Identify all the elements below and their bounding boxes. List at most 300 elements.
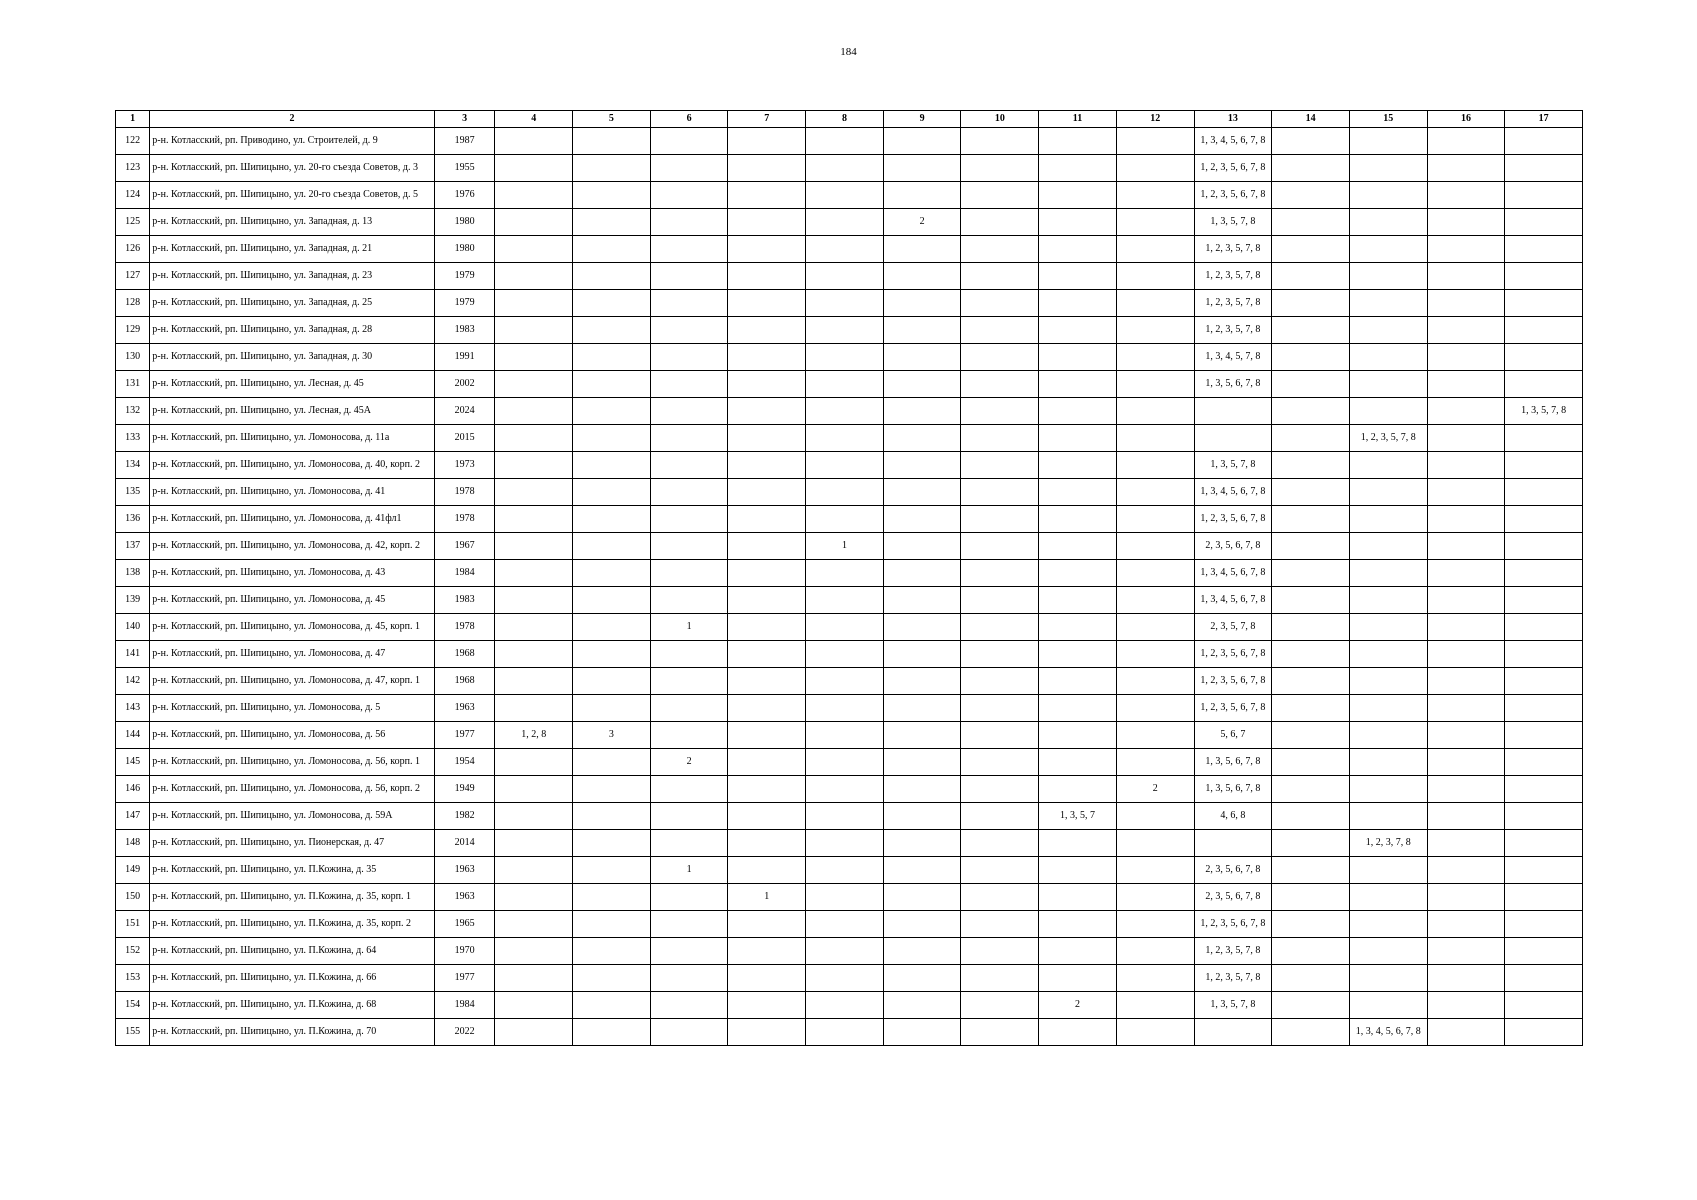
- table-cell: [1349, 911, 1427, 938]
- table-cell: [1505, 236, 1583, 263]
- year-cell: 1978: [434, 614, 495, 641]
- table-cell: 1, 2, 3, 7, 8: [1349, 830, 1427, 857]
- table-cell: [1272, 128, 1350, 155]
- table-cell: [1349, 587, 1427, 614]
- table-cell: [1272, 371, 1350, 398]
- table-cell: [650, 506, 728, 533]
- table-cell: [806, 803, 884, 830]
- table-row: [116, 857, 1583, 884]
- column-header: 8: [806, 111, 884, 128]
- table-cell: [650, 263, 728, 290]
- table-cell: [650, 290, 728, 317]
- table-cell: [961, 560, 1039, 587]
- table-cell: [1272, 992, 1350, 1019]
- table-cell: [573, 776, 651, 803]
- table-cell: [728, 911, 806, 938]
- table-cell: [883, 857, 961, 884]
- table-cell: [1505, 344, 1583, 371]
- table-row: [116, 884, 1583, 911]
- table-cell: 1, 2, 3, 5, 7, 8: [1194, 236, 1272, 263]
- table-cell: [728, 452, 806, 479]
- address-cell: р-н. Котласский, рп. Шипицыно, ул. Лесная, д. 45А: [150, 398, 435, 425]
- column-header: 11: [1039, 111, 1117, 128]
- table-cell: [806, 992, 884, 1019]
- table-cell: [573, 1019, 651, 1046]
- table-cell: [573, 641, 651, 668]
- table-cell: [1505, 560, 1583, 587]
- table-cell: [495, 614, 573, 641]
- address-cell: р-н. Котласский, рп. Шипицыно, ул. П.Кожина, д. 66: [150, 965, 435, 992]
- table-cell: [1427, 344, 1505, 371]
- table-cell: [961, 938, 1039, 965]
- table-cell: [495, 857, 573, 884]
- table-cell: [1349, 182, 1427, 209]
- table-cell: [883, 776, 961, 803]
- table-cell: [650, 344, 728, 371]
- table-cell: [728, 398, 806, 425]
- table-cell: [1427, 560, 1505, 587]
- table-cell: [883, 614, 961, 641]
- table-cell: [1427, 722, 1505, 749]
- table-cell: [1427, 1019, 1505, 1046]
- address-cell: р-н. Котласский, рп. Шипицыно, ул. Лесная, д. 45: [150, 371, 435, 398]
- table-cell: [1116, 425, 1194, 452]
- table-cell: 1, 2, 3, 5, 7, 8: [1194, 938, 1272, 965]
- table-cell: [1039, 479, 1117, 506]
- row-number-cell: 122: [116, 128, 150, 155]
- table-cell: [1427, 506, 1505, 533]
- year-cell: 1982: [434, 803, 495, 830]
- table-cell: [1427, 749, 1505, 776]
- table-cell: [1349, 128, 1427, 155]
- table-cell: [1505, 479, 1583, 506]
- table-cell: [806, 830, 884, 857]
- table-cell: [883, 1019, 961, 1046]
- table-cell: 1, 3, 5, 7, 8: [1194, 452, 1272, 479]
- row-number-cell: 140: [116, 614, 150, 641]
- table-header: [116, 111, 1583, 128]
- table-cell: [1427, 641, 1505, 668]
- table-cell: [1272, 965, 1350, 992]
- column-header: 1: [116, 111, 150, 128]
- table-cell: [883, 533, 961, 560]
- table-cell: [1427, 317, 1505, 344]
- table-cell: [495, 965, 573, 992]
- table-cell: [883, 479, 961, 506]
- table-row: [116, 182, 1583, 209]
- year-cell: 1963: [434, 884, 495, 911]
- year-cell: 1978: [434, 479, 495, 506]
- table-cell: [1427, 587, 1505, 614]
- table-cell: [961, 452, 1039, 479]
- table-cell: [1505, 533, 1583, 560]
- address-cell: р-н. Котласский, рп. Шипицыно, ул. П.Кожина, д. 35, корп. 1: [150, 884, 435, 911]
- table-cell: [1349, 344, 1427, 371]
- table-cell: [495, 236, 573, 263]
- year-cell: 1955: [434, 155, 495, 182]
- address-cell: р-н. Котласский, рп. Шипицыно, ул. Ломоносова, д. 56: [150, 722, 435, 749]
- address-cell: р-н. Котласский, рп. Шипицыно, ул. Западная, д. 23: [150, 263, 435, 290]
- table-row: [116, 911, 1583, 938]
- table-cell: [573, 425, 651, 452]
- table-cell: [650, 911, 728, 938]
- table-cell: [1349, 560, 1427, 587]
- table-cell: [1039, 560, 1117, 587]
- year-cell: 1980: [434, 236, 495, 263]
- address-cell: р-н. Котласский, рп. Шипицыно, ул. Западная, д. 28: [150, 317, 435, 344]
- table-cell: 3: [573, 722, 651, 749]
- table-cell: [1505, 722, 1583, 749]
- column-header: 12: [1116, 111, 1194, 128]
- table-cell: [1039, 857, 1117, 884]
- table-cell: [883, 695, 961, 722]
- table-cell: [728, 938, 806, 965]
- table-cell: [1116, 803, 1194, 830]
- table-cell: [728, 128, 806, 155]
- table-cell: [728, 263, 806, 290]
- table-cell: [728, 425, 806, 452]
- table-cell: [1505, 452, 1583, 479]
- table-cell: [1272, 749, 1350, 776]
- table-cell: [573, 317, 651, 344]
- table-cell: [883, 641, 961, 668]
- table-cell: [1505, 587, 1583, 614]
- table-cell: [1427, 533, 1505, 560]
- table-cell: [495, 128, 573, 155]
- table-cell: [1427, 263, 1505, 290]
- row-number-cell: 147: [116, 803, 150, 830]
- table-cell: [573, 182, 651, 209]
- table-cell: [650, 587, 728, 614]
- table-cell: [1194, 398, 1272, 425]
- table-cell: [1427, 452, 1505, 479]
- table-cell: [883, 992, 961, 1019]
- table-cell: [495, 803, 573, 830]
- row-number-cell: 150: [116, 884, 150, 911]
- table-cell: [728, 830, 806, 857]
- table-cell: [806, 425, 884, 452]
- table-cell: [573, 965, 651, 992]
- table-cell: [961, 830, 1039, 857]
- table-cell: [1272, 506, 1350, 533]
- table-cell: [573, 668, 651, 695]
- row-number-cell: 132: [116, 398, 150, 425]
- table-cell: 1, 2, 3, 5, 6, 7, 8: [1194, 641, 1272, 668]
- table-cell: [650, 722, 728, 749]
- address-cell: р-н. Котласский, рп. Шипицыно, ул. Ломоносова, д. 45, корп. 1: [150, 614, 435, 641]
- table-cell: [650, 155, 728, 182]
- address-cell: р-н. Котласский, рп. Шипицыно, ул. Западная, д. 13: [150, 209, 435, 236]
- table-cell: [883, 128, 961, 155]
- table-cell: [961, 263, 1039, 290]
- table-cell: [1116, 155, 1194, 182]
- table-cell: [1116, 236, 1194, 263]
- table-cell: [961, 857, 1039, 884]
- table-cell: [650, 371, 728, 398]
- table-row: [116, 398, 1583, 425]
- table-cell: [650, 317, 728, 344]
- table-cell: [1427, 668, 1505, 695]
- column-header: 16: [1427, 111, 1505, 128]
- address-cell: р-н. Котласский, рп. Шипицыно, ул. Ломоносова, д. 42, корп. 2: [150, 533, 435, 560]
- table-cell: [1116, 317, 1194, 344]
- table-cell: [1505, 938, 1583, 965]
- address-cell: р-н. Котласский, рп. Шипицыно, ул. 20-го съезда Советов, д. 3: [150, 155, 435, 182]
- table-cell: [1349, 857, 1427, 884]
- table-cell: [1505, 263, 1583, 290]
- table-cell: [1116, 182, 1194, 209]
- table-row: [116, 992, 1583, 1019]
- table-cell: [1116, 587, 1194, 614]
- table-cell: [650, 992, 728, 1019]
- address-cell: р-н. Котласский, рп. Шипицыно, ул. Ломоносова, д. 41: [150, 479, 435, 506]
- table-cell: [573, 533, 651, 560]
- address-cell: р-н. Котласский, рп. Шипицыно, ул. 20-го съезда Советов, д. 5: [150, 182, 435, 209]
- table-cell: [961, 587, 1039, 614]
- table-cell: [1349, 803, 1427, 830]
- table-cell: [961, 1019, 1039, 1046]
- row-number-cell: 154: [116, 992, 150, 1019]
- row-number-cell: 128: [116, 290, 150, 317]
- table-cell: [728, 965, 806, 992]
- table-cell: [573, 236, 651, 263]
- row-number-cell: 138: [116, 560, 150, 587]
- row-number-cell: 133: [116, 425, 150, 452]
- table-cell: [1427, 965, 1505, 992]
- table-cell: [806, 749, 884, 776]
- table-body: [116, 128, 1583, 1046]
- table-cell: [728, 749, 806, 776]
- table-cell: [1349, 884, 1427, 911]
- table-row: [116, 128, 1583, 155]
- table-cell: [1116, 884, 1194, 911]
- table-cell: [1427, 182, 1505, 209]
- table-cell: [573, 857, 651, 884]
- table-row: [116, 965, 1583, 992]
- table-cell: [1116, 749, 1194, 776]
- table-cell: 1, 3, 5, 7, 8: [1194, 209, 1272, 236]
- table-row: [116, 533, 1583, 560]
- table-cell: 1: [650, 614, 728, 641]
- row-number-cell: 124: [116, 182, 150, 209]
- table-cell: [495, 155, 573, 182]
- table-cell: 1, 3, 4, 5, 7, 8: [1194, 344, 1272, 371]
- table-cell: [1427, 938, 1505, 965]
- row-number-cell: 125: [116, 209, 150, 236]
- table-cell: [1427, 695, 1505, 722]
- table-cell: [806, 560, 884, 587]
- table-cell: [806, 587, 884, 614]
- table-cell: [883, 317, 961, 344]
- table-cell: [650, 776, 728, 803]
- table-cell: 1: [650, 857, 728, 884]
- table-cell: [1039, 506, 1117, 533]
- table-cell: [495, 182, 573, 209]
- table-cell: [1427, 209, 1505, 236]
- table-cell: [573, 452, 651, 479]
- table-row: [116, 1019, 1583, 1046]
- table-cell: [1427, 857, 1505, 884]
- table-cell: [1116, 992, 1194, 1019]
- table-cell: [495, 371, 573, 398]
- table-cell: [883, 830, 961, 857]
- table-cell: [573, 695, 651, 722]
- table-cell: [650, 668, 728, 695]
- table-cell: [1272, 290, 1350, 317]
- table-row: [116, 506, 1583, 533]
- table-cell: [806, 722, 884, 749]
- year-cell: 1991: [434, 344, 495, 371]
- table-cell: 2: [1039, 992, 1117, 1019]
- table-cell: [806, 668, 884, 695]
- table-cell: [1194, 830, 1272, 857]
- table-cell: [1039, 1019, 1117, 1046]
- column-header: 9: [883, 111, 961, 128]
- table-cell: [573, 911, 651, 938]
- table-cell: [1272, 776, 1350, 803]
- table-cell: [650, 641, 728, 668]
- table-cell: [1505, 749, 1583, 776]
- table-cell: [728, 587, 806, 614]
- table-cell: [1116, 722, 1194, 749]
- table-cell: [806, 317, 884, 344]
- year-cell: 1978: [434, 506, 495, 533]
- table-cell: [1505, 857, 1583, 884]
- table-cell: [573, 587, 651, 614]
- address-cell: р-н. Котласский, рп. Шипицыно, ул. Ломоносова, д. 45: [150, 587, 435, 614]
- table-row: [116, 452, 1583, 479]
- table-cell: [806, 155, 884, 182]
- year-cell: 1983: [434, 587, 495, 614]
- table-cell: [495, 479, 573, 506]
- table-cell: [573, 884, 651, 911]
- year-cell: 1979: [434, 263, 495, 290]
- year-cell: 2014: [434, 830, 495, 857]
- table-cell: [650, 209, 728, 236]
- row-number-cell: 127: [116, 263, 150, 290]
- table-cell: [650, 479, 728, 506]
- table-cell: [1039, 371, 1117, 398]
- table-cell: [650, 236, 728, 263]
- table-cell: [883, 884, 961, 911]
- year-cell: 1983: [434, 317, 495, 344]
- table-cell: [961, 371, 1039, 398]
- table-cell: [1349, 263, 1427, 290]
- table-cell: [1116, 371, 1194, 398]
- table-cell: [573, 749, 651, 776]
- table-cell: [1116, 452, 1194, 479]
- table-cell: [883, 965, 961, 992]
- row-number-cell: 153: [116, 965, 150, 992]
- year-cell: 1980: [434, 209, 495, 236]
- address-cell: р-н. Котласский, рп. Шипицыно, ул. Западная, д. 21: [150, 236, 435, 263]
- table-cell: [1116, 290, 1194, 317]
- table-cell: [495, 560, 573, 587]
- table-cell: 1: [806, 533, 884, 560]
- table-cell: [1505, 830, 1583, 857]
- year-cell: 1977: [434, 722, 495, 749]
- table-cell: [883, 911, 961, 938]
- year-cell: 2022: [434, 1019, 495, 1046]
- table-cell: [1039, 830, 1117, 857]
- row-number-cell: 139: [116, 587, 150, 614]
- header-row: [116, 111, 1583, 128]
- table-cell: [883, 344, 961, 371]
- table-cell: [1039, 236, 1117, 263]
- table-cell: [1039, 695, 1117, 722]
- table-cell: [495, 398, 573, 425]
- table-cell: [728, 992, 806, 1019]
- table-cell: [1116, 263, 1194, 290]
- table-cell: [1505, 965, 1583, 992]
- table-cell: [1272, 911, 1350, 938]
- table-cell: [883, 668, 961, 695]
- table-cell: [1505, 668, 1583, 695]
- table-cell: [961, 344, 1039, 371]
- table-cell: [1116, 614, 1194, 641]
- row-number-cell: 143: [116, 695, 150, 722]
- table-cell: [495, 641, 573, 668]
- table-cell: [806, 209, 884, 236]
- table-cell: [961, 533, 1039, 560]
- table-cell: [1116, 506, 1194, 533]
- table-cell: [806, 857, 884, 884]
- table-row: [116, 722, 1583, 749]
- table-cell: [495, 452, 573, 479]
- year-cell: 2024: [434, 398, 495, 425]
- table-cell: [728, 614, 806, 641]
- table-cell: [650, 425, 728, 452]
- table-cell: [1116, 533, 1194, 560]
- year-cell: 1965: [434, 911, 495, 938]
- table-cell: 2, 3, 5, 6, 7, 8: [1194, 533, 1272, 560]
- table-cell: [728, 506, 806, 533]
- table-cell: [806, 344, 884, 371]
- table-cell: [1039, 776, 1117, 803]
- table-row: [116, 587, 1583, 614]
- table-cell: [1116, 128, 1194, 155]
- column-header: 5: [573, 111, 651, 128]
- table-cell: [806, 236, 884, 263]
- table-cell: [883, 587, 961, 614]
- table-cell: [1427, 992, 1505, 1019]
- table-cell: [1039, 911, 1117, 938]
- address-cell: р-н. Котласский, рп. Шипицыно, ул. П.Кожина, д. 68: [150, 992, 435, 1019]
- table-cell: [1272, 884, 1350, 911]
- table-cell: 1, 2, 8: [495, 722, 573, 749]
- table-cell: [883, 938, 961, 965]
- table-cell: [883, 263, 961, 290]
- table-cell: [495, 263, 573, 290]
- column-header: 3: [434, 111, 495, 128]
- table-cell: [1272, 641, 1350, 668]
- table-cell: [961, 722, 1039, 749]
- table-cell: [495, 884, 573, 911]
- table-cell: [961, 884, 1039, 911]
- table-cell: [728, 857, 806, 884]
- table-cell: 1, 3, 5, 6, 7, 8: [1194, 776, 1272, 803]
- table-cell: [1039, 722, 1117, 749]
- address-cell: р-н. Котласский, рп. Шипицыно, ул. Ломоносова, д. 11а: [150, 425, 435, 452]
- table-cell: [1349, 749, 1427, 776]
- table-row: [116, 695, 1583, 722]
- table-row: [116, 263, 1583, 290]
- table-cell: [1349, 290, 1427, 317]
- table-cell: [495, 209, 573, 236]
- table-cell: [883, 425, 961, 452]
- table-cell: [1039, 290, 1117, 317]
- table-cell: [1505, 371, 1583, 398]
